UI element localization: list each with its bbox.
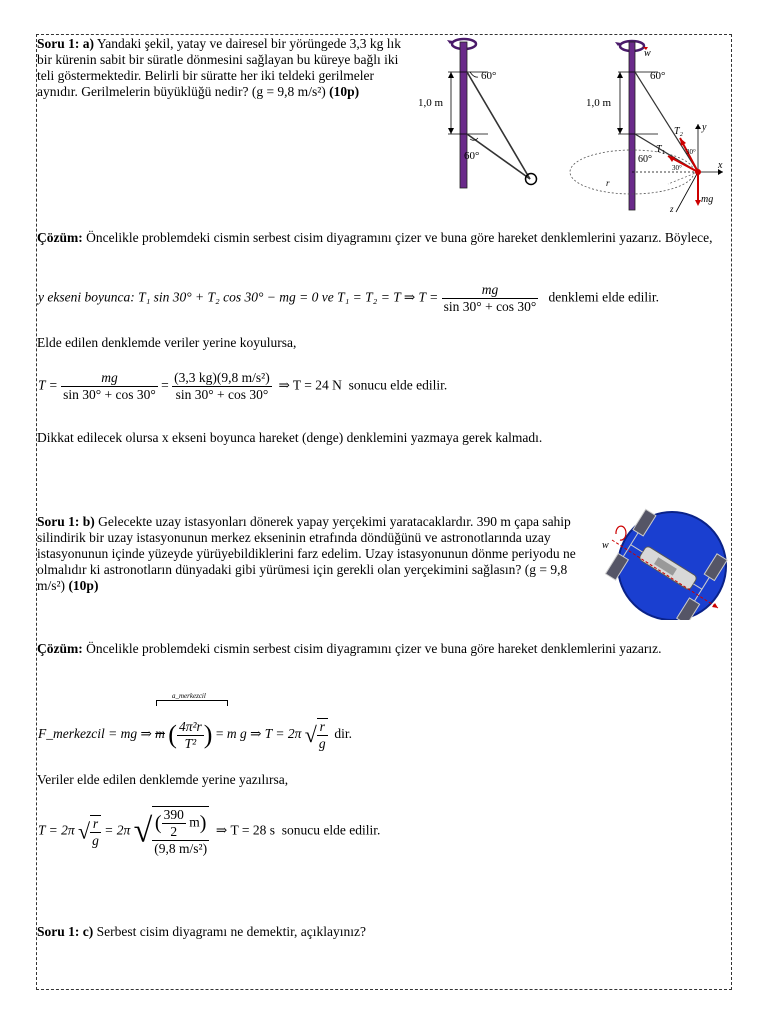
question-1a	[37, 36, 403, 100]
eq-force-fraction	[177, 719, 204, 752]
eq-force-sqrt-fraction	[317, 718, 328, 752]
question-1a-given: (g = 9,8 m/s²)	[251, 84, 326, 99]
mg-label: mg	[701, 194, 714, 205]
eq2-numerator-1: mg	[61, 370, 158, 387]
solution-2-label: Çözüm:	[37, 641, 83, 656]
eq-period-sqrt-2	[152, 806, 209, 857]
eq-force-m: m	[155, 726, 165, 742]
eq1-prefix: y ekseni boyunca:	[38, 289, 135, 305]
question-1b-given: (g = 9,8 m/s²)	[37, 562, 568, 593]
eq1-denominator: sin 30° + cos 30°	[443, 299, 537, 314]
question-1a-label: Soru 1: a)	[37, 36, 94, 51]
eq2-lhs: T =	[38, 377, 58, 393]
upper-wire	[467, 72, 530, 179]
brace-label: a_merkezcil	[172, 692, 206, 700]
eq2-suffix: sonucu elde edilir.	[348, 377, 448, 393]
question-1c	[37, 924, 366, 940]
eq-period-r: r	[90, 816, 101, 833]
solution-2-line2: Veriler elde edilen denklemde yerine yazılırsa,	[37, 772, 289, 787]
space-station-figure	[598, 508, 732, 620]
t2-label: T₂	[674, 126, 684, 137]
question-1b-label: Soru 1: b)	[37, 514, 95, 529]
sqrt-icon: √	[304, 722, 317, 747]
angle-bottom-label: 60°	[464, 150, 480, 162]
eq1-suffix: denklemi elde edilir.	[548, 289, 660, 305]
question-1c-text: Serbest cisim diyagramı ne demektir, açıklayınız?	[96, 924, 366, 939]
eq-force-row	[38, 718, 352, 752]
eq-force-r: r	[317, 719, 328, 736]
brace	[156, 700, 228, 706]
eq1-body: T₁ sin 30° + T₂ cos 30° − mg = 0 ve T₁ = T₂ = T ⇒ T =	[138, 289, 439, 305]
x-axis-label: x	[718, 160, 723, 171]
solution-2-intro	[37, 641, 727, 657]
eq-period-half-fraction	[162, 807, 186, 840]
eq1-numerator: mg	[442, 282, 539, 299]
question-1b-points: (10p)	[68, 578, 99, 593]
eq-period-mid: = 2π	[104, 822, 131, 838]
angle-top-label: 60°	[481, 70, 497, 82]
eq-period-lhs: T = 2π	[38, 822, 75, 838]
solution-1-equation-1	[38, 282, 659, 315]
eq-force-denominator: T²	[184, 735, 197, 751]
eq2-denominator-1: sin 30° + cos 30°	[63, 387, 156, 402]
sphere	[526, 174, 537, 185]
solution-1-intro-text: Öncelikle problemdeki cismin serbest cisim diyagramını çizer ve buna göre hareket denklemlerini yazarız. Böylece,	[86, 230, 713, 245]
eq2-fraction-2	[172, 370, 272, 403]
question-1c-label: Soru 1: c)	[37, 924, 94, 939]
solution-2-equation-2	[38, 806, 380, 857]
question-1b-text: Gelecekte uzay istasyonları dönerek yapay yerçekimi yaratacaklardır. 390 m çapa sahip silindirik bir uzay istasyonunun merkez ekseninin etrafında döndüğünü ve astronotlarında uzay istasyonunun içinde yüzeyde yürüyebildiklerini farz edelim. Uzay istasyonunun dönme periyodu ne olmalıdır ki astronotların dünyadaki gibi yürümesi için gerekli olan yerçekimini sağlasın?	[37, 514, 576, 577]
radius-label: r	[606, 178, 610, 188]
z-axis-label: z	[670, 204, 674, 214]
sqrt-icon: √	[133, 812, 153, 850]
eq-force-mg: m g ⇒ T = 2π	[226, 726, 302, 742]
eq2-denominator-2: sin 30° + cos 30°	[175, 387, 269, 402]
angle-30-lower-label: 30°	[672, 164, 682, 172]
length-label: 1,0 m	[418, 97, 444, 109]
y-axis-label: y	[702, 122, 707, 133]
eq2-fraction-1	[61, 370, 158, 403]
omega-label: w	[644, 48, 651, 59]
solution-1-note: Dikkat edilecek olursa x ekseni boyunca hareket (denge) denklemini yazmaya gerek kalmadı.	[37, 430, 543, 445]
eq-period-result: ⇒ T = 28 s	[215, 822, 275, 838]
eq-force-g: g	[318, 736, 326, 751]
eq-force-equals: =	[215, 726, 224, 742]
eq-period-390: 390	[163, 807, 184, 822]
eq-force-numerator: 4π²r	[178, 718, 202, 734]
length-label: 1,0 m	[586, 97, 612, 109]
t1-label: T₁	[656, 144, 666, 155]
rotation-arrow-icon	[616, 526, 626, 540]
question-1a-text: Yandaki şekil, yatay ve dairesel bir yörüngede 3,3 kg lık bir kürenin sabit bir süratle dönmesini sağlayan bu küreye bağlı iki teli göstermektedir. Belirli bir süratte her iki teldeki gerilmeler aynıdır. Gerilmelerin büyüklüğü nedir?	[37, 36, 402, 99]
eq-period-sqrt-1	[90, 815, 101, 849]
solution-1-intro	[37, 230, 727, 246]
eq1-fraction	[442, 282, 539, 315]
eq-period-suffix: sonucu elde edilir.	[281, 822, 381, 838]
paren-close: )	[203, 720, 213, 749]
angle-60-label: 60°	[638, 154, 652, 165]
eq2-result: ⇒ T = 24 N	[278, 377, 342, 393]
angle-top-label: 60°	[650, 70, 666, 82]
solution-1-line2: Elde edilen denklemde veriler yerine koyulursa,	[37, 335, 297, 350]
eq-period-denominator: (9,8 m/s²)	[154, 841, 208, 856]
omega-label: w	[602, 540, 609, 551]
pole-wires-figure	[408, 34, 558, 194]
question-1a-points: (10p)	[329, 84, 360, 99]
paren-open: (	[168, 720, 177, 749]
eq-period-unit: m	[189, 814, 200, 830]
question-1b	[37, 514, 593, 594]
eq-force-lhs: F_merkezcil = mg ⇒	[38, 726, 152, 742]
eq-period-inner-numerator: ( $\frac{390}{2}$ m)	[152, 807, 209, 841]
sqrt-icon: √	[78, 818, 91, 844]
angle-30-upper-label: 30°	[686, 148, 696, 156]
eq-force-suffix: dir.	[334, 726, 352, 742]
eq-period-2: 2	[170, 824, 178, 839]
solution-1-equation-2	[38, 370, 447, 403]
free-body-figure	[568, 34, 730, 214]
pole	[629, 42, 635, 210]
solution-2-intro-text: Öncelikle problemdeki cismin serbest cisim diyagramını çizer ve buna göre hareket denklemlerini yazarız.	[86, 641, 662, 656]
pole	[460, 42, 467, 188]
solution-1-label: Çözüm:	[37, 230, 83, 245]
eq2-numerator-2: (3,3 kg)(9,8 m/s²)	[174, 370, 270, 385]
eq-period-g: g	[92, 832, 99, 848]
eq2-equals: =	[161, 377, 169, 393]
